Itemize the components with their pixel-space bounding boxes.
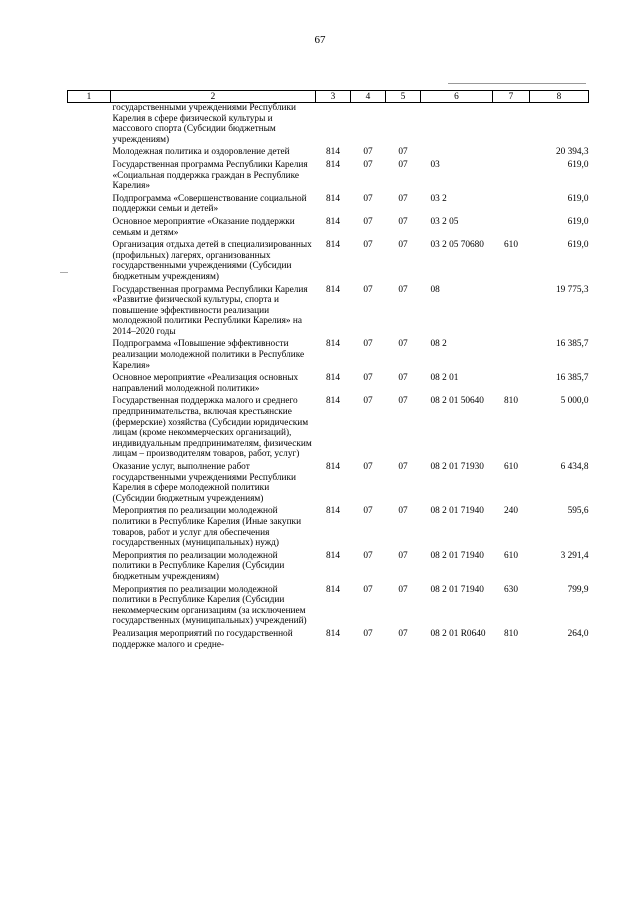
row-amount: 19 775,3: [555, 284, 589, 295]
row-subsection: 07: [398, 373, 408, 384]
row-name: Мероприятия по реализации молодежной политики в Республике Карелия (Субсидии некоммерческим организациям (за исключением государственных (муниципальных) учреждений): [112, 584, 307, 627]
column-number-3: 3: [316, 91, 351, 103]
row-expense-type: 810: [504, 628, 518, 639]
row-amount: 619,0: [567, 159, 589, 170]
row-name: Оказание услуг, выполнение работ государственными учреждениями Республики Карелия в сфере молодежной политики (Субсидии бюджетным учреждениям): [112, 462, 296, 504]
row-name: Реализация мероприятий по государственной поддержке малого и средне-: [112, 628, 293, 650]
row-target-article: 03 2 05: [430, 216, 459, 227]
row-name: Организация отдыха детей в специализированных (профильных) лагерях, организованных государственными учреждениями (Субсидии бюджетным учреждениям): [112, 240, 312, 282]
column-number-8: 8: [530, 91, 589, 103]
row-section: 07: [363, 550, 373, 561]
row-subsection: 07: [398, 284, 408, 295]
row-amount: 16 385,7: [555, 339, 589, 350]
table-row: [68, 506, 589, 550]
row-amount: 3 291,4: [560, 550, 589, 561]
table-row: [68, 240, 589, 284]
table-body: [68, 103, 589, 653]
row-admin-code: 814: [326, 506, 340, 517]
table-header-row: [68, 91, 589, 103]
row-target-article: 08 2 01 71940: [430, 506, 484, 517]
row-target-article: 08 2 01 71940: [430, 584, 484, 595]
row-expense-type: [493, 103, 530, 148]
row-section: 07: [363, 193, 373, 204]
row-section: 07: [363, 240, 373, 251]
column-number-4: 4: [351, 91, 386, 103]
row-expense-type: 610: [504, 550, 518, 561]
row-admin-code: 814: [326, 550, 340, 561]
row-section: 07: [363, 584, 373, 595]
row-subsection: 07: [398, 628, 408, 639]
row-name: Подпрограмма «Повышение эффективности реализации молодежной политики в Республике Карелия»: [112, 339, 305, 371]
row-subsection: 07: [398, 550, 408, 561]
row-section: 07: [363, 147, 373, 158]
row-section: 07: [363, 339, 373, 350]
row-name: Молодежная политика и оздоровление детей: [112, 147, 290, 158]
row-admin-code: 814: [326, 147, 340, 158]
row-expense-type: 610: [504, 240, 518, 251]
row-amount: [530, 103, 589, 148]
row-amount: 799,9: [567, 584, 589, 595]
row-expense-type: 630: [504, 584, 518, 595]
column-number-1: 1: [68, 91, 111, 103]
row-empty-cell: [68, 103, 111, 148]
table-row: [68, 285, 589, 340]
column-number-6: 6: [421, 91, 493, 103]
row-expense-type: 610: [504, 462, 518, 472]
row-subsection: 07: [398, 193, 408, 204]
row-amount: 20 394,3: [555, 147, 589, 158]
row-empty-cell: [68, 629, 111, 652]
row-section: 07: [363, 159, 373, 170]
row-admin-code: 814: [326, 240, 340, 251]
row-name: Государственная программа Республики Карелия «Развитие физической культуры, спорта и повышение эффективности реализации молодежной политики Республики Карелия» на 2014–2020 годы: [112, 284, 308, 337]
row-expense-type: 810: [504, 396, 518, 407]
table-row: [68, 551, 589, 585]
column-number-5: 5: [386, 91, 421, 103]
row-target-article: 08 2 01 R0640: [430, 628, 486, 639]
table-row: [68, 217, 589, 240]
row-subsection: 07: [398, 584, 408, 595]
row-admin-code: 814: [326, 193, 340, 204]
row-empty-cell: [68, 217, 111, 240]
table-row: [68, 373, 589, 396]
row-subsection: 07: [398, 506, 408, 517]
row-section: 07: [363, 396, 373, 407]
row-target-article: 08 2 01 50640: [430, 396, 484, 407]
row-admin-code: 814: [326, 284, 340, 295]
row-admin-code: 814: [326, 584, 340, 595]
row-empty-cell: [68, 506, 111, 550]
row-expense-type: [493, 373, 530, 396]
row-amount: 619,0: [567, 193, 589, 204]
row-name: Государственная поддержка малого и среднего предпринимательства, включая крестьянские (фермерские) хозяйства (Субсидии юридическим лицам (кроме некоммерческих организаций), индивидуальным предпринимателям, физическим лицам – производителям товаров, работ, услуг): [112, 396, 312, 460]
row-section: [351, 103, 386, 148]
row-target-article: 08 2 01 71940: [430, 550, 484, 561]
row-empty-cell: [68, 551, 111, 585]
row-target-article: 08 2: [430, 339, 447, 350]
table-row: [68, 194, 589, 217]
row-subsection: 07: [398, 216, 408, 227]
row-empty-cell: [68, 462, 111, 506]
row-target-article: 08 2 01 71930: [430, 462, 484, 472]
column-number-2: 2: [111, 91, 316, 103]
row-amount: 5 000,0: [560, 396, 589, 407]
row-section: 07: [363, 373, 373, 384]
row-subsection: [386, 103, 421, 148]
row-target-article: [421, 147, 493, 160]
row-admin-code: 814: [326, 396, 340, 407]
table-row: [68, 103, 589, 148]
row-expense-type: [493, 339, 530, 373]
row-expense-type: [493, 217, 530, 240]
row-empty-cell: [68, 585, 111, 629]
row-expense-type: [493, 285, 530, 340]
row-subsection: 07: [398, 147, 408, 158]
row-empty-cell: [68, 373, 111, 396]
row-section: 07: [363, 462, 373, 472]
row-empty-cell: [68, 147, 111, 160]
row-admin-code: [316, 103, 351, 148]
row-target-article: 03: [430, 159, 440, 170]
row-section: 07: [363, 506, 373, 517]
row-amount: 264,0: [567, 628, 589, 639]
row-name: государственными учреждениями Республики Карелия в сфере физической культуры и массового спорта (Субсидии бюджетным учреждениям): [112, 103, 296, 145]
row-target-article: 08: [430, 284, 440, 295]
row-target-article: [421, 103, 493, 148]
table-row: [68, 396, 589, 462]
row-target-article: 08 2 01: [430, 373, 459, 384]
row-expense-type: [493, 194, 530, 217]
row-subsection: 07: [398, 462, 408, 472]
row-name: Основное мероприятие «Реализация основных направлений молодежной политики»: [112, 373, 299, 394]
row-subsection: 07: [398, 159, 408, 170]
row-name: Мероприятия по реализации молодежной политики в Республике Карелия (Иные закупки товаров, работ и услуг для обеспечения государственных (муниципальных) нужд): [112, 506, 302, 549]
table-row: [68, 339, 589, 373]
row-section: 07: [363, 284, 373, 295]
row-subsection: 07: [398, 240, 408, 251]
row-amount: 595,6: [567, 506, 589, 517]
row-admin-code: 814: [326, 628, 340, 639]
row-amount: 619,0: [567, 240, 589, 251]
row-expense-type: [493, 147, 530, 160]
header-rule: [448, 83, 586, 84]
row-amount: 6 434,8: [560, 462, 589, 472]
row-admin-code: 814: [326, 339, 340, 350]
row-amount: 16 385,7: [555, 373, 589, 384]
row-subsection: 07: [398, 396, 408, 407]
row-expense-type: 240: [504, 506, 518, 517]
row-empty-cell: [68, 160, 111, 194]
row-target-article: 03 2: [430, 193, 447, 204]
page-number: 67: [314, 34, 326, 46]
row-name: Государственная программа Республики Карелия «Социальная поддержка граждан в Республике Карелия»: [112, 159, 308, 192]
row-empty-cell: [68, 194, 111, 217]
column-number-7: 7: [493, 91, 530, 103]
table-row: [68, 147, 589, 160]
table-row: [68, 160, 589, 194]
row-section: 07: [363, 628, 373, 639]
row-target-article: 03 2 05 70680: [430, 240, 484, 251]
row-empty-cell: [68, 240, 111, 284]
row-empty-cell: [68, 339, 111, 373]
row-name: Основное мероприятие «Оказание поддержки семьям и детям»: [112, 216, 295, 238]
row-amount: 619,0: [567, 216, 589, 227]
table-row: [68, 585, 589, 629]
row-admin-code: 814: [326, 159, 340, 170]
table-row: [68, 629, 589, 652]
row-admin-code: 814: [326, 216, 340, 227]
row-subsection: 07: [398, 339, 408, 350]
row-section: 07: [363, 216, 373, 227]
budget-table: [67, 90, 589, 652]
row-name: Подпрограмма «Совершенствование социальной поддержки семьи и детей»: [112, 193, 307, 215]
row-empty-cell: [68, 285, 111, 340]
table-row: [68, 462, 589, 506]
row-expense-type: [493, 160, 530, 194]
row-admin-code: 814: [326, 373, 340, 384]
row-admin-code: 814: [326, 462, 340, 472]
row-name: Мероприятия по реализации молодежной политики в Республике Карелия (Субсидии бюджетным учреждениям): [112, 550, 285, 582]
row-empty-cell: [68, 396, 111, 462]
